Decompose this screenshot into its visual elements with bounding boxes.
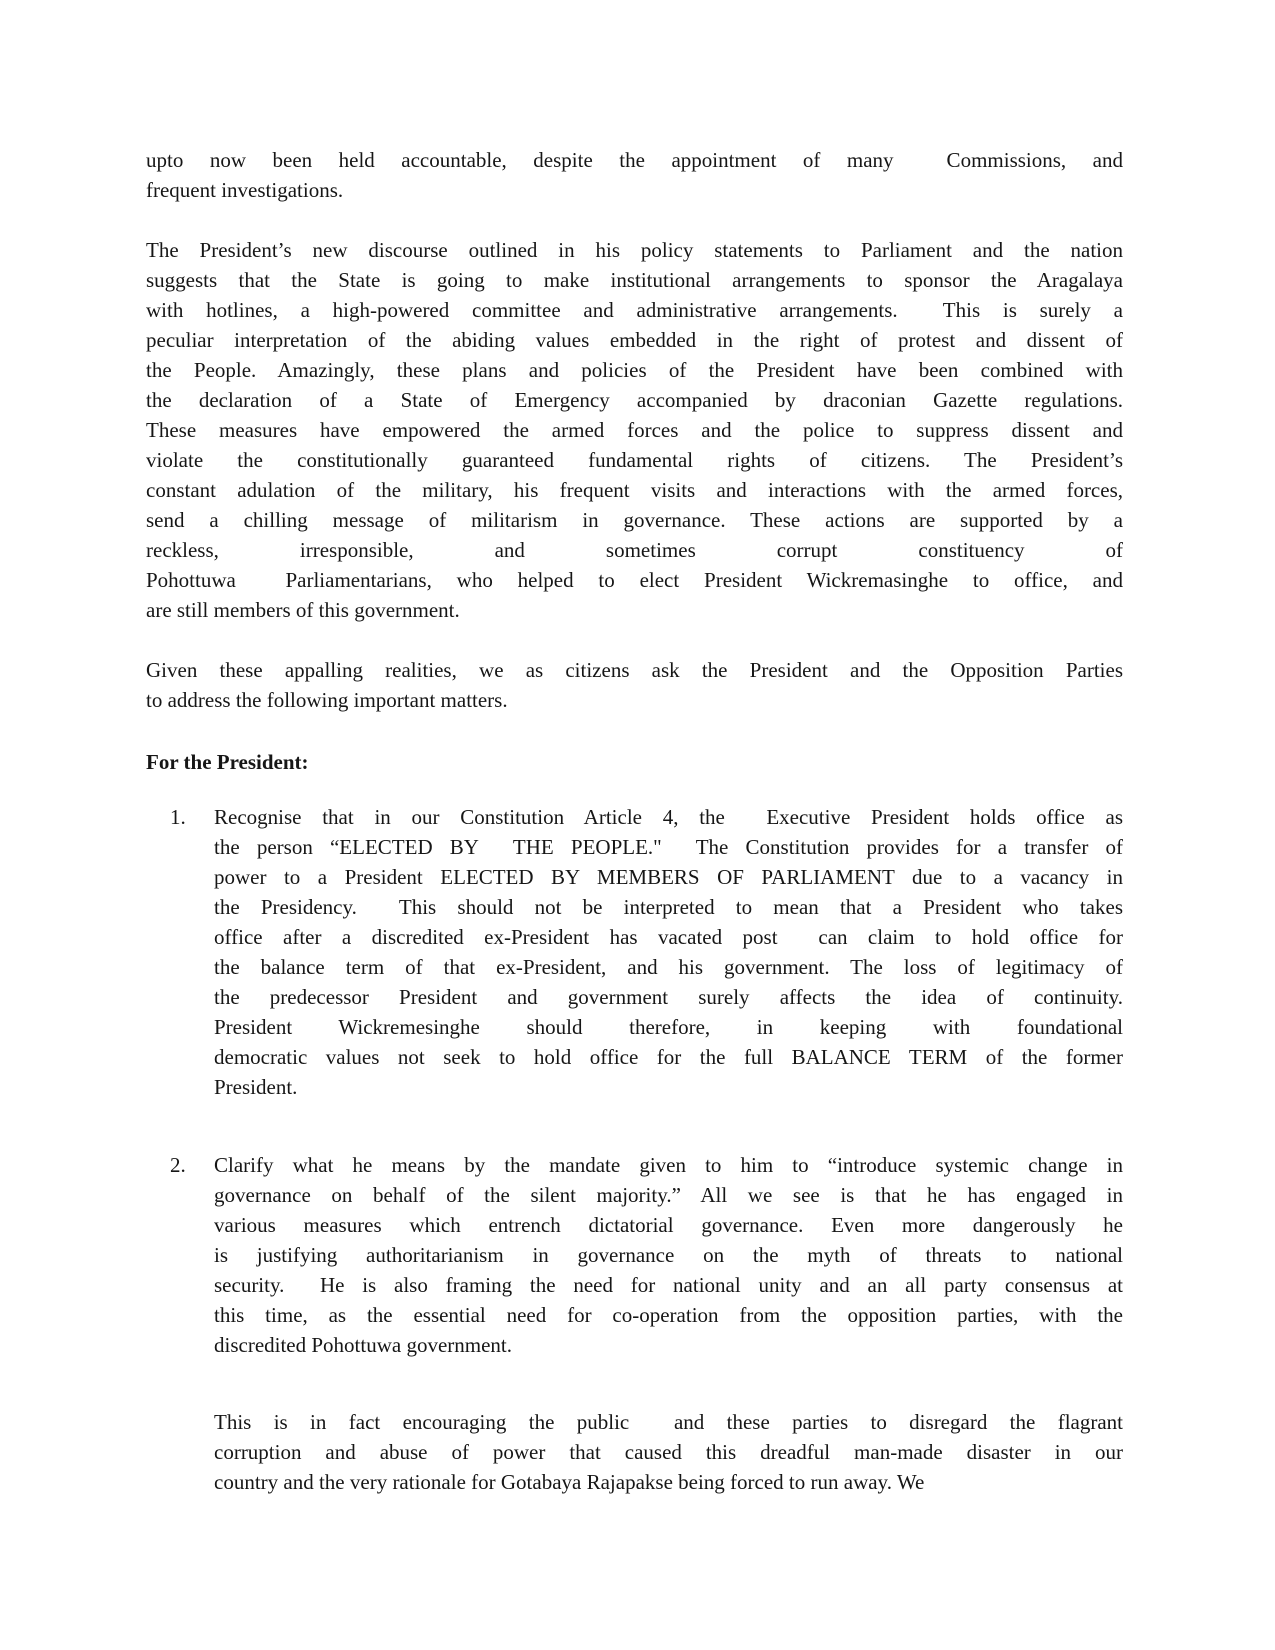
text-line: the Presidency. This should not be interpreted to mean that a President who takes <box>214 895 1123 919</box>
text-line: This is in fact encouraging the public and these parties to disregard the flagrant <box>214 1410 1123 1434</box>
text-line: country and the very rationale for Gotabaya Rajapakse being forced to run away. We <box>214 1470 925 1494</box>
text-line: democratic values not seek to hold office for the full BALANCE TERM of the former <box>214 1045 1123 1069</box>
list-number: 2. <box>170 1153 186 1177</box>
text-line: power to a President ELECTED BY MEMBERS OF PARLIAMENT due to a vacancy in <box>214 865 1123 889</box>
text-line: governance on behalf of the silent majority.” All we see is that he has engaged in <box>214 1183 1123 1207</box>
paragraph <box>146 145 1123 205</box>
text-line: President Wickremesinghe should therefore, in keeping with foundational <box>214 1015 1123 1039</box>
text-line: upto now been held accountable, despite the appointment of many Commissions, and <box>146 148 1123 172</box>
text-line: For the President: <box>146 750 309 774</box>
text-line: is justifying authoritarianism in governance on the myth of threats to national <box>214 1243 1123 1267</box>
text-line: office after a discredited ex-President has vacated post can claim to hold office for <box>214 925 1123 949</box>
text-line: with hotlines, a high-powered committee and administrative arrangements. This is surely a <box>146 298 1123 322</box>
text-line: are still members of this government. <box>146 598 460 622</box>
section-heading <box>146 747 1123 777</box>
list-number: 1. <box>170 805 186 829</box>
text-line: various measures which entrench dictatorial governance. Even more dangerously he <box>214 1213 1123 1237</box>
text-line: discredited Pohottuwa government. <box>214 1333 513 1357</box>
text-line: the declaration of a State of Emergency accompanied by draconian Gazette regulations. <box>146 388 1123 412</box>
text-line: the person “ELECTED BY THE PEOPLE." The Constitution provides for a transfer of <box>214 835 1123 859</box>
text-line: Clarify what he means by the mandate given to him to “introduce systemic change in <box>214 1153 1123 1177</box>
text-line: Pohottuwa Parliamentarians, who helped to elect President Wickremasinghe to office, and <box>146 568 1123 592</box>
list-item <box>146 802 1123 1102</box>
text-line: the balance term of that ex-President, and his government. The loss of legitimacy of <box>214 955 1123 979</box>
list-item <box>146 1150 1123 1360</box>
text-line: corruption and abuse of power that caused this dreadful man-made disaster in our <box>214 1440 1123 1464</box>
text-line: send a chilling message of militarism in governance. These actions are supported by a <box>146 508 1123 532</box>
paragraph <box>146 1407 1123 1497</box>
text-line: reckless, irresponsible, and sometimes corrupt constituency of <box>146 538 1123 562</box>
text-line: Recognise that in our Constitution Article 4, the Executive President holds office as <box>214 805 1123 829</box>
paragraph <box>146 655 1123 715</box>
text-line: the predecessor President and government surely affects the idea of continuity. <box>214 985 1123 1009</box>
text-line: violate the constitutionally guaranteed fundamental rights of citizens. The President’s <box>146 448 1123 472</box>
text-line: These measures have empowered the armed forces and the police to suppress dissent and <box>146 418 1123 442</box>
text-line: the People. Amazingly, these plans and policies of the President have been combined with <box>146 358 1123 382</box>
paragraph <box>146 235 1123 625</box>
text-line: suggests that the State is going to make institutional arrangements to sponsor the Aragalaya <box>146 268 1123 292</box>
text-line: Given these appalling realities, we as citizens ask the President and the Opposition Parties <box>146 658 1123 682</box>
text-line: The President’s new discourse outlined in his policy statements to Parliament and the nation <box>146 238 1123 262</box>
text-line: this time, as the essential need for co-operation from the opposition parties, with the <box>214 1303 1123 1327</box>
text-line: constant adulation of the military, his frequent visits and interactions with the armed forces, <box>146 478 1123 502</box>
text-line: frequent investigations. <box>146 178 344 202</box>
text-line: President. <box>214 1075 298 1099</box>
text-line: peculiar interpretation of the abiding values embedded in the right of protest and dissent of <box>146 328 1123 352</box>
text-line: to address the following important matters. <box>146 688 508 712</box>
text-line: security. He is also framing the need for national unity and an all party consensus at <box>214 1273 1123 1297</box>
